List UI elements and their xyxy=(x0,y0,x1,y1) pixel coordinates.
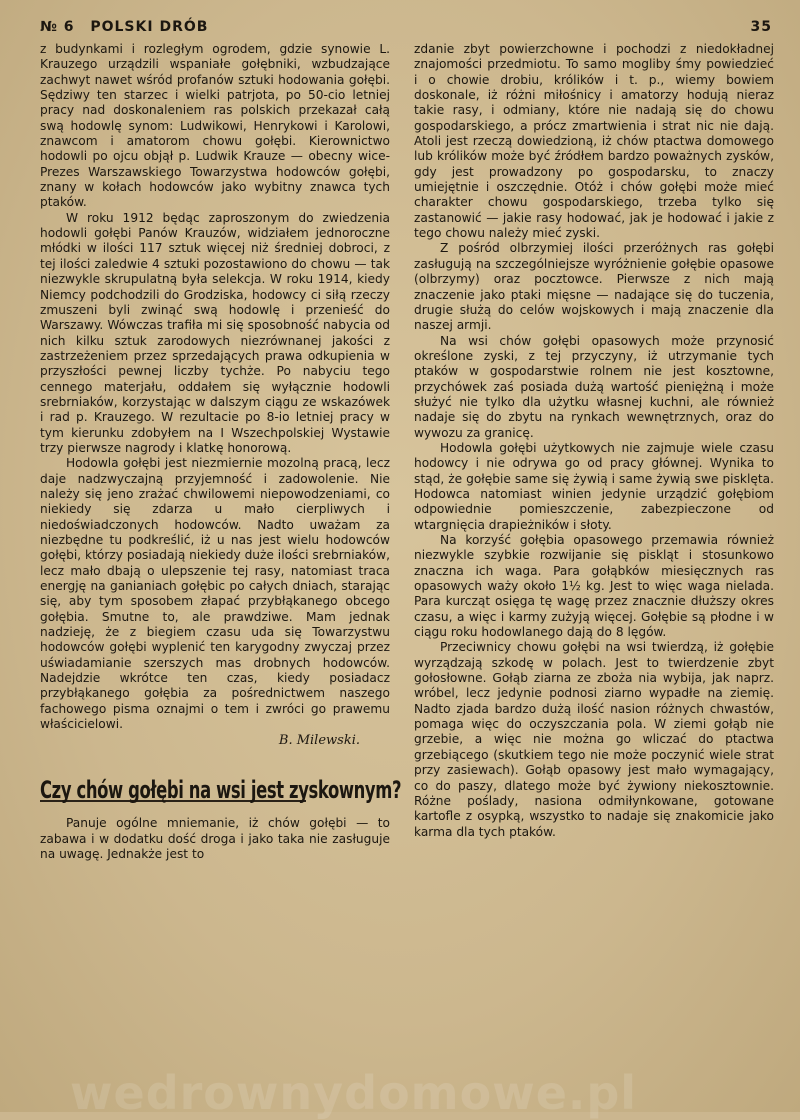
right-column xyxy=(414,42,774,840)
article1-paragraph-3: Hodowla gołębi jest niezmiernie mozolną pracą, lecz daje nadzwyczajną przyjemność i zadowolenie. Nie należy się jeno zrażać chwilowemi niepowodzeniami, co niekiedy się zdarza u mało cierpliwych i niedoświadczonych hodowców. Nadto uważam za niezbędne tu podkreślić, iż u nas jest wielu hodowców gołębi, którzy posiadają niekiedy duże ilości srebrniaków, lecz mało dbają o ulepszenie tej rasy, natomiast traca energję na ganianiach gołębic po całych dniach, starając się, aby tym sposobem złapać przybłąkanego obcego gołębia. Smutne to, ale prawdziwe. Mam jednak nadzieję, że z biegiem czasu uda się Towarzystwu hodowców gołębi wyplenić ten karygodny zwyczaj przez uświadamianie szerszych mas drobnych hodowców. Nadejdzie wkrótce ten czas, kiedy posiadacz przybłąkanego gołębia za pośrednictwem naszego fachowego pisma oznajmi o tem i zwróci go prawemu właścicielowi. xyxy=(40,456,390,732)
article2-paragraph-2: zdanie zbyt powierzchowne i pochodzi z niedokładnej znajomości przedmiotu. To samo mogliby śmy powiedzieć i o chowie drobiu, królików i t. p., wiemy bowiem doskonale, iż różni miłośnicy i amatorzy hodują nieraz takie rasy, i odmiany, które nie nadają się do chowu gospodarskiego, a prócz zmartwienia i strat nic nie dają. Atoli jest rzeczą dowiedzioną, iż chów ptactwa domowego lub królików może być źródłem bardzo poważnych zysków, gdy jest prowadzony po gospodarsku, to znaczy umiejętnie i oszczędnie. Otóż i chów gołębi może mieć charakter chowu gospodarskiego, trzeba tylko się zastanowić — jakie rasy hodować, jak je hodować i jakie z tego chowu należy mieć zyski. xyxy=(414,42,774,241)
article2-paragraph-1: Panuje ogólne mniemanie, iż chów gołębi — to zabawa i w dodatku dość droga i jako taka nie zasługuje na uwagę. Jednakże jest to xyxy=(40,816,390,861)
article2-paragraph-6: Na korzyść gołębia opasowego przemawia również niezwykle szybkie rozwijanie się piskląt i stosunkowo znaczna ich waga. Para gołąbków miesięcznych ras opasowych waży około 1½ kg. Jest to więc waga nielada. Para kurcząt osięga tę wagę przez znacznie dłuższy okres czasu, a więc i karmy zużyją więcej. Gołębie są płodne i w ciągu roku hodowlanego dają do 8 lęgów. xyxy=(414,533,774,640)
article2-paragraph-4: Na wsi chów gołębi opasowych może przynosić określone zyski, z tej przyczyny, iż utrzymanie tych ptaków w gospodarstwie rolnem nie jest kosztowne, przychówek zaś posiada dużą wartość pieniężną i może służyć nie tylko dla użytku własnej kuchni, ale również nadaje się do zbytu na rynkach wewnętrznych, oraz do wywozu za granicę. xyxy=(414,333,774,440)
article2-paragraph-3: Z pośród olbrzymiej ilości przeróżnych ras gołębi zasługują na szczególniejsze wyróżnienie gołębie opasowe (olbrzymy) oraz pocztowce. Pierwsze z nich mają znaczenie jako ptaki mięsne — nadające się do tuczenia, drugie służą do celów wojskowych i mają znaczenie dla naszej armji. xyxy=(414,241,774,333)
article2-title: Czy chów gołębi na wsi jest zyskownym? xyxy=(40,775,402,804)
header-left xyxy=(40,19,218,35)
issue-number: № 6 xyxy=(40,19,75,35)
journal-title: POLSKI DRÓB xyxy=(90,19,209,35)
left-column xyxy=(40,42,402,862)
article2-paragraph-7: Przeciwnicy chowu gołębi na wsi twierdzą, iż gołębie wyrządzają szkodę w polach. Jest to twierdzenie zbyt gołosłowne. Gołąb ziarna ze zboża nia wybija, jak naprz. wróbel, lecz jedynie podnosi ziarno wypadłe na ziemię. Nadto zjada bardzo dużą ilość nasion różnych chwastów, pomaga więc do oczyszczania pola. W ziemi gołąb nie grzebie, a więc nie można go wliczać do ptactwa grzebiącego (skutkiem tego nie może poczynić wiele strat przy zasiewach). Gołąb opasowy jest mało wymagający, co do paszy, dlatego może być żywiony niekosztownie. Różne poślady, nasiona odmiłynkowane, gotowane kartofle z osypką, wszystko to nadaje się znakomicie jako karma dla tych ptaków. xyxy=(414,640,774,839)
page-header xyxy=(40,16,772,38)
watermark: wedrownydomowe.pl xyxy=(70,1066,638,1120)
page-number: 35 xyxy=(750,19,772,35)
article2-paragraph-5: Hodowla gołębi użytkowych nie zajmuje wiele czasu hodowcy i nie odrywa go od pracy głównej. Wynika to stąd, że gołębie same się żywią i same żywią swe pisklęta. Hodowca natomiast winien jedynie urządzić gołębiom odpowiednie pomieszczenie, zabezpieczone od wtargnięcia drapieżników i słoty. xyxy=(414,440,774,532)
article1-paragraph-2: W roku 1912 będąc zaproszonym do zwiedzenia hodowli gołębi Panów Krauzów, widziałem jednoroczne młódki w ilości 117 sztuk więcej niż średniej dobroci, z tej ilości zaledwie 4 sztuki pozostawiono do chowu — tak niezwykle skrupulatną była selekcja. W roku 1914, kiedy Niemcy podchodzili do Grodziska, hodowcy ci siłą rzeczy zmuszeni byli zwinąć swą hodowlę i przenieść do Warszawy. Wówczas trafiła mi się sposobność nabycia od nich kilku sztuk zarodowych niezrównanej jakości z zastrzeżeniem przez sprzedających prawa odkupienia w przyszłości pewnej liczby tychże. Po nabyciu tego cennego materjału, oddałem się wyłącznie hodowli srebrniaków, korzystając w dalszym ciągu ze wskazówek i rad p. Krauzego. W rezultacie po 8-io letniej pracy w tym kierunku zdobyłem na I Wszechpolskiej Wystawie trzy pierwsze nagrody i klatkę honorową. xyxy=(40,210,390,455)
article1-signature: B. Milewski. xyxy=(278,733,360,749)
article1-paragraph-1: z budynkami i rozległym ogrodem, gdzie synowie L. Krauzego urządzili wspaniałe gołębniki, wzbudzające zachwyt nawet wśród profanów sztuki hodowania gołębi. Sędziwy ten starzec i wielki patrjota, po 50-cio letniej pracy nad doskonaleniem ras polskich przekazał całą swą hodowlę synom: Ludwikowi, Henrykowi i Karolowi, znawcom i amatorom chowu gołębi. Kierownictwo hodowli po ojcu objął p. Ludwik Krauze — obecny wice-Prezes Warszawskiego Towarzystwa hodowców gołębi, znany w kołach hodowców jako wybitny znawca tych ptaków. xyxy=(40,42,390,210)
